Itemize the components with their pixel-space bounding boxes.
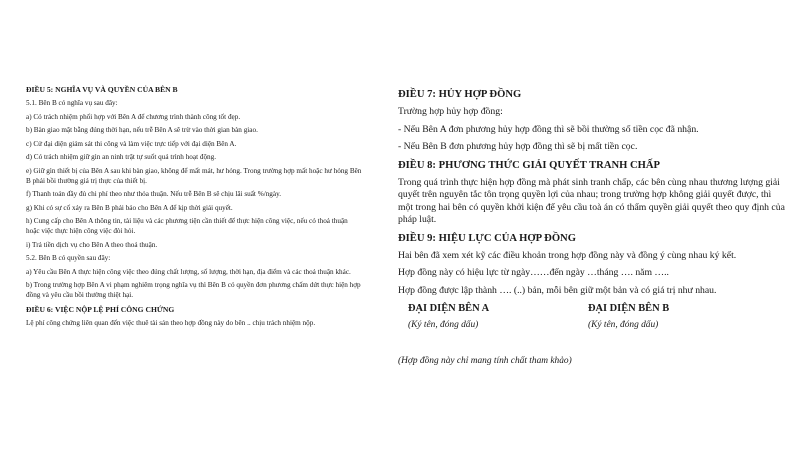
party-b-sign-note: (Ký tên, đóng dấu): [588, 320, 659, 330]
article-5-heading: ĐIỀU 5: NGHĨA VỤ VÀ QUYỀN CỦA BÊN B: [26, 85, 178, 94]
party-b-title: ĐẠI DIỆN BÊN B: [588, 303, 670, 314]
article-5-1-intro: 5.1. Bên B có nghĩa vụ sau đây:: [26, 99, 118, 107]
obligation-c: c) Cử đại diện giám sát thi công và làm việc trực tiếp với đại diện Bên A.: [26, 139, 237, 148]
article-9-heading: ĐIỀU 9: HIỆU LỰC CỦA HỢP ĐỒNG: [398, 232, 576, 244]
reference-footnote: (Hợp đồng này chỉ mang tính chất tham khảo): [398, 356, 572, 366]
signature-block: [398, 302, 788, 331]
article-9-copies: Hợp đồng được lập thành …. (..) bản, mỗi bên giữ một bản và có giá trị như nhau.: [398, 284, 717, 296]
left-page-content: [26, 85, 362, 332]
right-page-content: [398, 88, 788, 367]
article-6-heading: ĐIỀU 6: VIỆC NỘP LỆ PHÍ CÔNG CHỨNG: [26, 304, 175, 314]
left-document-page: [22, 0, 362, 450]
article-7-heading: ĐIỀU 7: HỦY HỢP ĐỒNG: [398, 89, 522, 100]
article-7-party-b: - Nếu Bên B đơn phương hủy hợp đồng thì sẽ bị mất tiền cọc.: [398, 141, 638, 152]
article-7-party-a: - Nếu Bên A đơn phương hủy hợp đồng thì sẽ bồi thường số tiền cọc đã nhận.: [398, 123, 699, 135]
party-b-signature: [588, 302, 778, 331]
obligation-i: i) Trả tiền dịch vụ cho Bên A theo thoả thuận.: [26, 240, 158, 249]
article-8-heading: ĐIỀU 8: PHƯƠNG THỨC GIẢI QUYẾT TRANH CHẤP: [398, 159, 661, 171]
right-a: a) Yêu cầu Bên A thực hiện công việc theo đúng chất lượng, số lượng, thời hạn, địa điểm và các thoả thuận khác.: [26, 267, 351, 276]
article-9-agreement: Hai bên đã xem xét kỹ các điều khoản trong hợp đồng này và đồng ý cùng nhau ký kết.: [398, 249, 737, 261]
article-9-validity: Hợp đồng này có hiệu lực từ ngày……đến ngày …tháng …. năm …..: [398, 267, 669, 278]
obligation-g: g) Khi có sự cố xảy ra Bên B phải báo cho Bên A để kịp thời giải quyết.: [26, 203, 233, 212]
article-6-text: Lệ phí công chứng liên quan đến việc thuê tài sản theo hợp đồng này do bên .. chịu trách nhiệm nộp.: [26, 318, 316, 327]
obligation-d: d) Có trách nhiệm giữ gìn an ninh trật tự suốt quá trình hoạt động.: [26, 153, 217, 162]
right-b: b) Trong trường hợp Bên A vi phạm nghiêm trọng nghĩa vụ thì Bên B có quyền đơn phương chấm dứt thực hiện hợp đồng và yêu cầu bồi thường thiệt hại.: [26, 281, 361, 299]
party-a-title: ĐẠI DIỆN BÊN A: [408, 303, 490, 314]
obligation-b: b) Bàn giao mặt bằng đúng thời hạn, nếu trễ Bên A sẽ trừ vào thời gian bàn giao.: [26, 126, 258, 135]
obligation-e: e) Giữ gìn thiết bị của Bên A sau khi bàn giao, không để mất mát, hư hỏng. Trong trường hợp mất hoặc hư hỏng Bên B phải bồi thường giá trị thực của thiết bị.: [26, 166, 362, 185]
article-8-text: Trong quá trình thực hiện hợp đồng mà phát sinh tranh chấp, các bên cùng nhau thương lượng giải quyết trên nguyên tắc tôn trọng quyền lợi của nhau; trong trường hợp không giải quyết được, thì một trong hai bên có quyền khởi kiện để yêu cầu toà án có thẩm quyền giải quyết theo quy định của pháp luật.: [398, 176, 785, 225]
article-5-2-intro: 5.2. Bên B có quyền sau đây:: [26, 254, 111, 263]
right-document-page: [398, 0, 790, 450]
obligation-h: h) Cung cấp cho Bên A thông tin, tài liệu và các phương tiện cần thiết để thực hiện công việc, nếu có thoả thuận hoặc việc thực hiện công việc đòi hỏi.: [26, 217, 348, 235]
article-7-intro: Trường hợp hủy hợp đồng:: [398, 106, 503, 117]
party-a-signature: [398, 302, 588, 331]
party-a-sign-note: (Ký tên, đóng dấu): [408, 320, 479, 330]
obligation-a: a) Có trách nhiệm phối hợp với Bên A để chương trình thành công tốt đẹp.: [26, 112, 241, 121]
obligation-f: f) Thanh toán đầy đủ chi phí theo như thỏa thuận. Nếu trễ Bên B sẽ chịu lãi suất %/ngày.: [26, 190, 281, 199]
